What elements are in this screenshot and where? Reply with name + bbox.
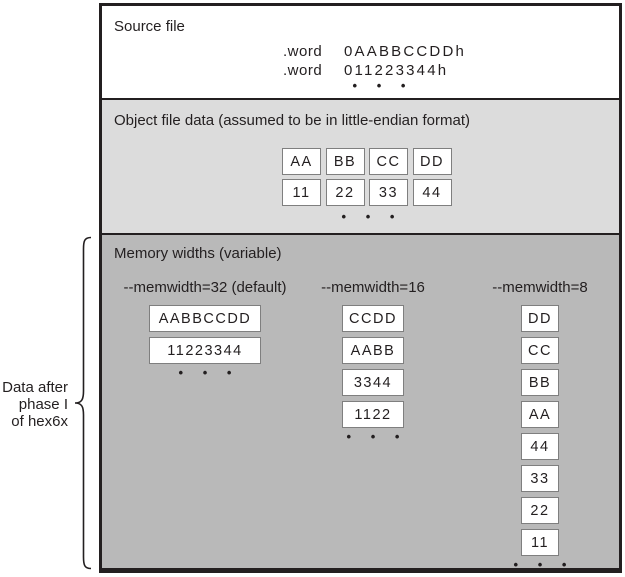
byte-box: DD (413, 148, 452, 175)
byte-box: AA (282, 148, 321, 175)
ellipsis-dots: • • • (178, 365, 240, 380)
memwidth-8-header: --memwidth=8 (492, 279, 588, 296)
phase-annotation (2, 379, 68, 430)
word-directive-line (283, 42, 466, 61)
annotation-line: Data after (2, 379, 68, 396)
hex6x-figure (99, 3, 622, 573)
word-value: 011223344h (344, 62, 449, 79)
source-code-block (283, 42, 466, 80)
memory-word-box: 33 (521, 465, 559, 492)
memwidth-16-header: --memwidth=16 (321, 279, 425, 296)
memory-word-box: 11223344 (149, 337, 261, 364)
source-file-panel (102, 6, 619, 98)
curly-brace (71, 236, 93, 570)
memory-word-box: CCDD (342, 305, 404, 332)
annotation-line: of hex6x (11, 413, 68, 430)
memwidth-8-cells (521, 305, 559, 556)
memory-word-box: 22 (521, 497, 559, 524)
byte-box: CC (369, 148, 408, 175)
memory-word-box: 1122 (342, 401, 404, 428)
byte-box: 11 (282, 179, 321, 206)
memory-word-box: DD (521, 305, 559, 332)
memwidth-16-cells (342, 305, 404, 428)
memory-word-box: CC (521, 337, 559, 364)
word-directive: .word (283, 62, 323, 79)
source-panel-title: Source file (114, 18, 185, 35)
memory-word-box: 11 (521, 529, 559, 556)
ellipsis-dots: • • • (341, 209, 403, 224)
memory-panel-title: Memory widths (variable) (114, 245, 282, 262)
byte-box: 33 (369, 179, 408, 206)
memory-widths-panel (102, 233, 619, 572)
object-panel-title: Object file data (assumed to be in little-endian format) (114, 112, 471, 129)
annotation-line: phase I (18, 396, 68, 413)
byte-box: BB (326, 148, 365, 175)
memory-word-box: AABB (342, 337, 404, 364)
byte-box: 44 (413, 179, 452, 206)
memwidth-8-column (435, 279, 625, 572)
word-value: 0AABBCCDDh (344, 43, 467, 60)
memory-word-box: BB (521, 369, 559, 396)
word-directive: .word (283, 43, 323, 60)
object-byte-row (282, 148, 452, 175)
memwidth-32-cells (149, 305, 261, 364)
memory-word-box: AABBCCDD (149, 305, 261, 332)
memwidth-32-header: --memwidth=32 (default) (123, 279, 287, 296)
ellipsis-dots: • • • (513, 557, 575, 572)
memory-word-box: AA (521, 401, 559, 428)
object-file-panel (102, 98, 619, 233)
ellipsis-dots: • • • (346, 429, 408, 444)
object-byte-row (282, 179, 452, 206)
memory-word-box: 3344 (342, 369, 404, 396)
byte-box: 22 (326, 179, 365, 206)
object-byte-grid (282, 148, 452, 206)
ellipsis-dots: • • • (352, 78, 414, 93)
memory-word-box: 44 (521, 433, 559, 460)
